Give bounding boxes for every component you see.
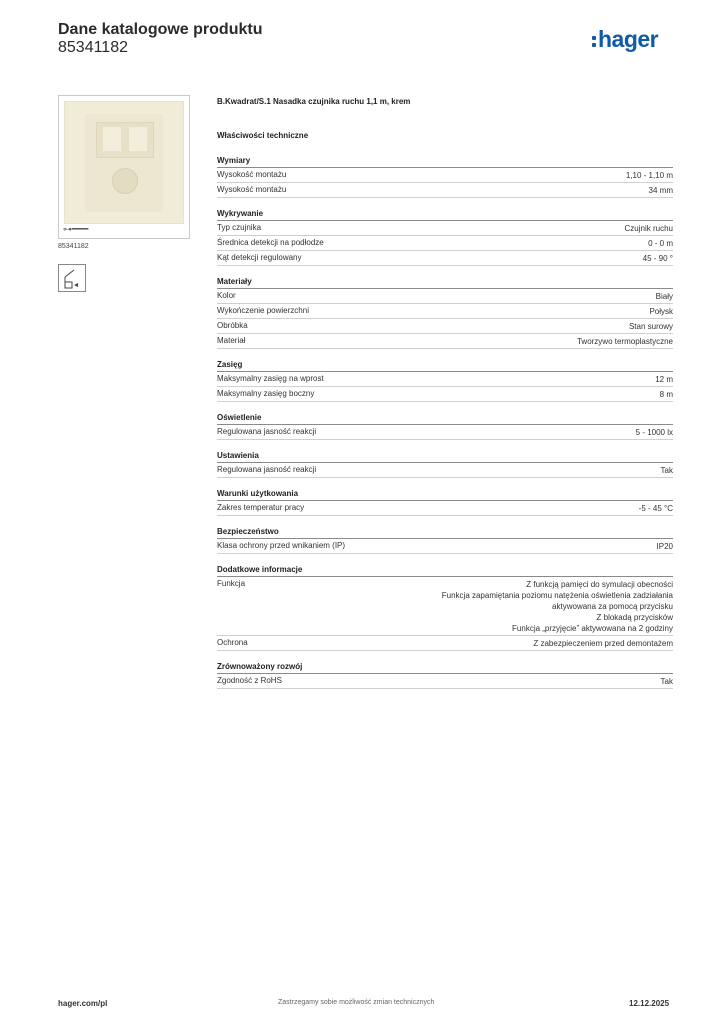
spec-value-line: 5 - 1000 lx <box>635 428 673 437</box>
spec-row <box>217 577 673 636</box>
spec-group-title: Zasięg <box>217 359 673 372</box>
spec-row <box>217 636 673 651</box>
hager-logo <box>592 26 658 60</box>
spec-group-title: Bezpieczeństwo <box>217 526 673 539</box>
spec-value <box>442 579 673 634</box>
spec-row <box>217 289 673 304</box>
spec-value-line: IP20 <box>656 542 673 551</box>
spec-row <box>217 304 673 319</box>
spec-row <box>217 501 673 516</box>
spec-label: Kąt detekcji regulowany <box>217 253 302 262</box>
spec-group-title: Dodatkowe informacje <box>217 564 673 577</box>
spec-row <box>217 221 673 236</box>
motion-sensor-symbol-icon <box>58 264 86 292</box>
spec-value-line: Tak <box>660 466 673 475</box>
spec-value-line: Połysk <box>649 307 673 316</box>
spec-row <box>217 674 673 689</box>
spec-group-title: Zrównoważony rozwój <box>217 661 673 674</box>
spec-label: Obróbka <box>217 321 248 330</box>
spec-value-line: 45 - 90 ° <box>642 254 673 263</box>
page-title: Dane katalogowe produktu <box>58 21 263 38</box>
spec-row <box>217 372 673 387</box>
spec-value-line: aktywowana za pomocą przycisku <box>552 602 673 611</box>
spec-table <box>217 155 673 689</box>
spec-value <box>648 238 673 249</box>
spec-row <box>217 251 673 266</box>
spec-row <box>217 463 673 478</box>
spec-label: Ochrona <box>217 638 248 647</box>
product-title: B.Kwadrat/S.1 Nasadka czujnika ruchu 1,1 m, krem <box>217 97 411 106</box>
spec-value-line: Z zabezpieczeniem przed demontażem <box>533 639 673 648</box>
spec-group-title: Wymiary <box>217 155 673 168</box>
spec-value <box>626 170 673 181</box>
spec-value <box>661 676 673 687</box>
spec-value <box>629 321 673 332</box>
section-heading: Właściwości techniczne <box>217 131 309 140</box>
footer-disclaimer: Zastrzegamy sobie możliwość zmian technicznych <box>278 999 435 1006</box>
spec-value-line: Funkcja „przyjęcie” aktywowana na 2 godziny <box>512 624 673 633</box>
product-frame <box>64 101 184 224</box>
spec-label: Typ czujnika <box>217 223 262 232</box>
spec-group-title: Ustawienia <box>217 450 673 463</box>
spec-value <box>643 253 673 264</box>
spec-value <box>649 185 673 196</box>
spec-label: Klasa ochrony przed wnikaniem (IP) <box>217 541 346 550</box>
spec-value-line: 34 mm <box>648 186 673 195</box>
spec-value-line: Funkcja zapamiętania poziomu natężenia oświetlenia zadziałania <box>441 591 673 600</box>
spec-value-line: 0 - 0 m <box>648 239 673 248</box>
spec-label: Średnica detekcji na podłodze <box>217 238 324 247</box>
spec-value-line: Tworzywo termoplastyczne <box>576 337 673 346</box>
spec-value-line: Tak <box>660 677 673 686</box>
spec-row <box>217 319 673 334</box>
spec-label: Maksymalny zasięg boczny <box>217 389 315 398</box>
spec-value-line: Z funkcją pamięci do symulacji obecności <box>526 580 673 589</box>
spec-group-title: Warunki użytkowania <box>217 488 673 501</box>
spec-value <box>649 306 673 317</box>
spec-label: Maksymalny zasięg na wprost <box>217 374 324 383</box>
spec-row <box>217 425 673 440</box>
spec-row <box>217 539 673 554</box>
spec-label: Wysokość montażu <box>217 185 287 194</box>
spec-group-title: Wykrywanie <box>217 208 673 221</box>
spec-value <box>657 541 673 552</box>
spec-value <box>656 291 673 302</box>
spec-value <box>625 223 673 234</box>
product-code: 85341182 <box>58 39 128 56</box>
spec-row <box>217 168 673 183</box>
spec-value <box>636 427 673 438</box>
sensor-cover <box>85 114 163 212</box>
product-image <box>58 95 190 239</box>
spec-label: Funkcja <box>217 579 246 588</box>
spec-value-line: -5 - 45 °C <box>638 504 673 513</box>
spec-label: Zgodność z RoHS <box>217 676 282 685</box>
footer-website: hager.com/pl <box>58 999 108 1008</box>
spec-group-title: Materiały <box>217 276 673 289</box>
image-caption-code: 85341182 <box>58 243 89 250</box>
spec-value-line: 12 m <box>655 375 673 384</box>
scale-icon: ⊶━━━ <box>63 224 89 234</box>
spec-label: Wysokość montażu <box>217 170 287 179</box>
spec-label: Wykończenie powierzchni <box>217 306 309 315</box>
sensor-lens <box>96 122 154 158</box>
footer-date: 12.12.2025 <box>629 999 670 1008</box>
spec-value <box>655 374 673 385</box>
spec-label: Kolor <box>217 291 236 300</box>
spec-label: Materiał <box>217 336 246 345</box>
spec-value-line: 8 m <box>659 390 673 399</box>
spec-row <box>217 387 673 402</box>
sensor-knob <box>112 168 138 194</box>
spec-label: Regulowana jasność reakcji <box>217 465 317 474</box>
spec-value <box>661 465 673 476</box>
spec-row <box>217 183 673 198</box>
spec-row <box>217 334 673 349</box>
spec-group-title: Oświetlenie <box>217 412 673 425</box>
spec-label: Regulowana jasność reakcji <box>217 427 317 436</box>
spec-value-line: Czujnik ruchu <box>624 224 673 233</box>
spec-value <box>660 389 673 400</box>
spec-row <box>217 236 673 251</box>
logo-dots-icon <box>592 36 596 47</box>
logo-text: hager <box>598 26 659 52</box>
spec-value-line: Z blokadą przycisków <box>596 613 673 622</box>
spec-value <box>639 503 673 514</box>
spec-label: Zakres temperatur pracy <box>217 503 305 512</box>
spec-value-line: Stan surowy <box>628 322 673 331</box>
spec-value-line: Biały <box>655 292 673 301</box>
spec-value <box>577 336 673 347</box>
spec-value-line: 1,10 - 1,10 m <box>625 171 673 180</box>
spec-value <box>533 638 673 649</box>
